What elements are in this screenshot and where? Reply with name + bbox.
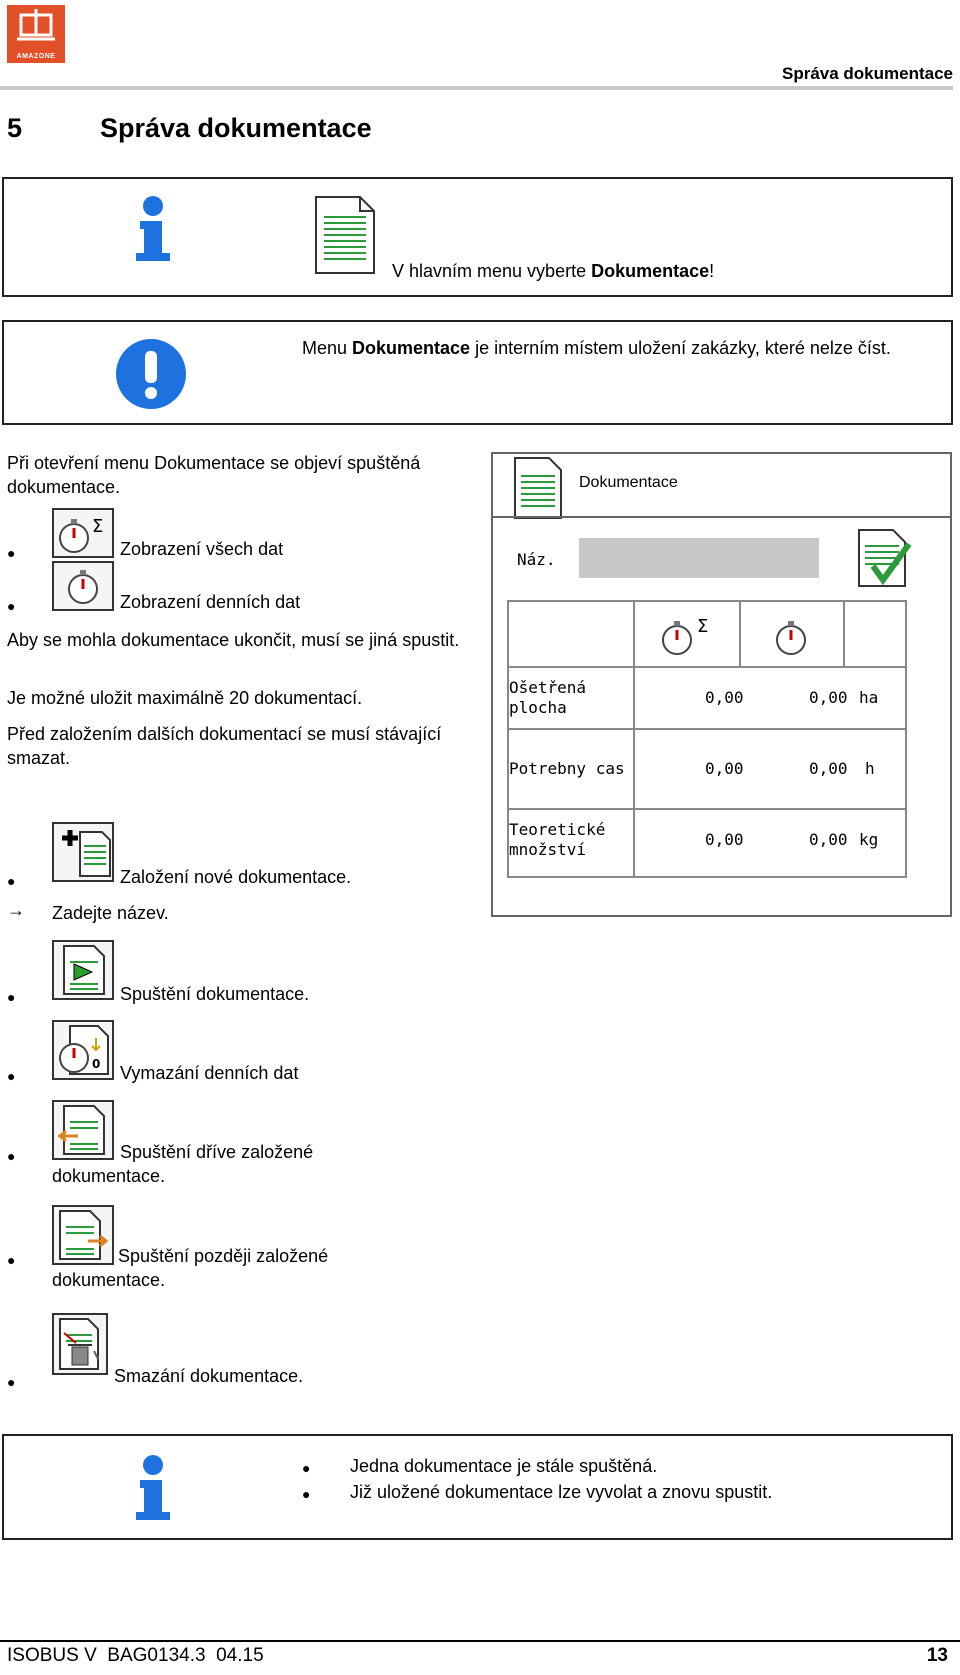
chapter-number: 5 bbox=[7, 113, 23, 143]
delete-documentation-button[interactable] bbox=[52, 1313, 108, 1375]
bullet: ● bbox=[7, 989, 16, 1005]
info-box-2 bbox=[2, 1434, 953, 1540]
document-plus-icon bbox=[54, 824, 112, 880]
daily-data-label: Zobrazení denních dat bbox=[120, 592, 301, 612]
next-documentation-label: Spuštění později založené dokumentace. bbox=[52, 1246, 329, 1290]
row-label: Ošetřená plocha bbox=[509, 678, 587, 717]
info2-line-2: Již uložené dokumentace lze vyvolat a znovu spustit. bbox=[350, 1482, 773, 1502]
name-field[interactable] bbox=[579, 538, 819, 578]
warning-box bbox=[2, 320, 953, 425]
footer-rule bbox=[0, 1640, 960, 1642]
delete-documentation-label: Smazání dokumentace. bbox=[114, 1366, 304, 1386]
amazone-logo bbox=[7, 5, 65, 63]
screen-title: Dokumentace bbox=[579, 474, 678, 491]
enter-name-label: Zadejte název. bbox=[52, 903, 169, 923]
warn1-bold: Dokumentace bbox=[352, 338, 471, 358]
clear-daily-data-button[interactable] bbox=[52, 1020, 114, 1080]
footer-doc-id: ISOBUS V BAG0134.3 04.15 bbox=[7, 1645, 264, 1666]
info-box-1 bbox=[2, 177, 953, 297]
info1-bold: Dokumentace bbox=[591, 261, 710, 281]
chapter-title: Správa dokumentace bbox=[100, 113, 372, 143]
row-unit: kg bbox=[859, 830, 879, 849]
info1-text bbox=[392, 259, 714, 283]
row-value-day: 0,00 bbox=[809, 830, 848, 849]
row-label: Teoretické množství bbox=[509, 820, 606, 859]
header-title: Správa dokumentace bbox=[781, 64, 953, 83]
header-rule bbox=[0, 86, 953, 90]
bullet: ● bbox=[7, 598, 16, 614]
start-documentation-label: Spuštění dokumentace. bbox=[120, 984, 310, 1004]
exclamation-icon bbox=[114, 337, 188, 411]
document-stopwatch-clear-icon bbox=[54, 1022, 112, 1078]
new-documentation-button[interactable] bbox=[52, 822, 114, 882]
info2-line-1: Jedna dokumentace je stále spuštěná. bbox=[350, 1456, 658, 1476]
stopwatch-icon bbox=[54, 563, 112, 609]
svg-text:0: 0 bbox=[92, 1057, 101, 1071]
bullet: ● bbox=[7, 1252, 16, 1268]
warning-text bbox=[302, 336, 942, 360]
bullet: ● bbox=[7, 1068, 16, 1084]
all-data-button[interactable] bbox=[52, 508, 114, 558]
document-check-icon[interactable] bbox=[855, 526, 913, 590]
row-value-total: 0,00 bbox=[705, 759, 744, 778]
row-unit: ha bbox=[859, 688, 879, 707]
document-play-icon bbox=[54, 942, 112, 998]
bullet: ● bbox=[7, 1374, 16, 1390]
info-icon bbox=[132, 195, 176, 265]
row-value-total: 0,00 bbox=[705, 830, 744, 849]
stopwatch-sum-icon bbox=[54, 510, 112, 556]
previous-documentation-label: Spuštění dříve založené dokumentace. bbox=[52, 1142, 314, 1186]
row-unit: h bbox=[865, 759, 875, 778]
stopwatch-icon bbox=[773, 608, 813, 660]
all-data-label: Zobrazení všech dat bbox=[120, 539, 284, 559]
bullet: ● bbox=[302, 1460, 311, 1476]
warn1-pre: Menu bbox=[302, 338, 353, 358]
document-icon bbox=[312, 193, 378, 277]
row-label: Potrebny cas bbox=[509, 759, 625, 778]
stopwatch-sum-icon bbox=[659, 608, 719, 660]
new-documentation-label: Založení nové dokumentace. bbox=[120, 867, 352, 887]
warn1-post: je interním místem uložení zakázky, které nelze číst. bbox=[470, 338, 891, 358]
row-value-day: 0,00 bbox=[809, 759, 848, 778]
para-3: Před založením dalších dokumentací se musí stávající smazat. bbox=[7, 724, 442, 768]
document-icon bbox=[511, 454, 567, 522]
clear-daily-data-label: Vymazání denních dat bbox=[120, 1063, 299, 1083]
name-label: Náz. bbox=[517, 550, 556, 569]
bullet: ● bbox=[7, 545, 16, 561]
info1-post: ! bbox=[709, 261, 715, 281]
sigma-symbol: Σ bbox=[697, 616, 709, 637]
bullet: ● bbox=[7, 1148, 16, 1164]
terminal-screen bbox=[491, 452, 952, 917]
logo-text: AMAZONE bbox=[16, 53, 56, 60]
document-delete-icon bbox=[54, 1315, 106, 1373]
arrow-right-icon: → bbox=[7, 900, 25, 920]
data-table bbox=[507, 600, 907, 878]
intro-text: Při otevření menu Dokumentace se objeví spuštěná dokumentace. bbox=[7, 453, 421, 497]
info-icon bbox=[132, 1454, 176, 1524]
svg-text:Σ: Σ bbox=[92, 516, 104, 537]
screen-title-rule bbox=[493, 516, 950, 518]
info1-pre: V hlavním menu vyberte bbox=[392, 261, 592, 281]
bullet: ● bbox=[302, 1486, 311, 1502]
para-1: Aby se mohla dokumentace ukončit, musí se jiná spustit. bbox=[7, 630, 460, 650]
bullet: ● bbox=[7, 873, 16, 889]
row-value-total: 0,00 bbox=[705, 688, 744, 707]
page-number: 13 bbox=[926, 1645, 948, 1666]
start-documentation-button[interactable] bbox=[52, 940, 114, 1000]
para-2: Je možné uložit maximálně 20 dokumentací. bbox=[7, 688, 363, 708]
daily-data-button[interactable] bbox=[52, 561, 114, 611]
logo-emblem-icon bbox=[7, 5, 65, 49]
row-value-day: 0,00 bbox=[809, 688, 848, 707]
